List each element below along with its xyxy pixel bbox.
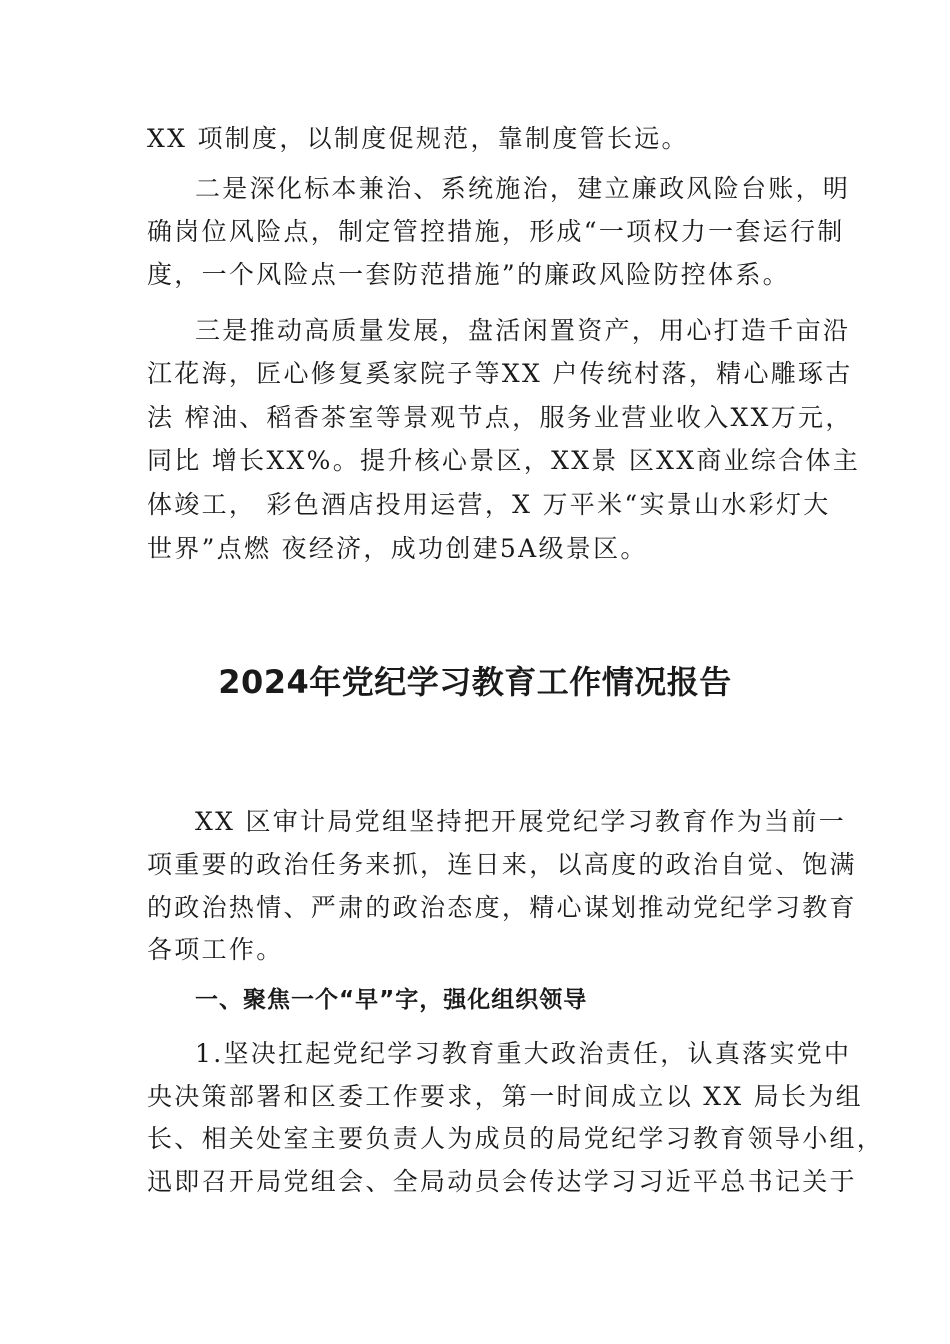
paragraph-line: 项重要的政治任务来抓，连日来，以高度的政治自觉、饱满 xyxy=(147,850,857,879)
paragraph-line: 长、相关处室主要负责人为成员的局党纪学习教育领导小组， xyxy=(147,1124,885,1153)
paragraph-line: 的政治热情、严肃的政治态度，精心谋划推动党纪学习教育 xyxy=(147,893,857,922)
paragraph-line: 法 榨油、稻香茶室等景观节点，服务业营业收入XX万元， xyxy=(147,403,853,432)
paragraph-line: XX 区审计局党组坚持把开展党纪学习教育作为当前一 xyxy=(195,807,847,836)
paragraph-line: 二是深化标本兼治、系统施治，建立廉政风险台账，明 xyxy=(195,174,851,203)
paragraph-line: 央决策部署和区委工作要求，第一时间成立以 XX 局长为组 xyxy=(147,1082,863,1111)
paragraph-line: 各项工作。 xyxy=(147,935,284,964)
section-heading: 一、聚焦一个“早”字，强化组织领导 xyxy=(195,987,588,1013)
report-title: 2024年党纪学习教育工作情况报告 xyxy=(218,663,732,701)
paragraph-line: 同比 增长XX%。提升核心景区，XX景 区XX商业综合体主 xyxy=(147,446,861,475)
paragraph-line: 1.坚决扛起党纪学习教育重大政治责任，认真落实党中 xyxy=(195,1039,852,1068)
paragraph-line: 度，一个风险点一套防范措施”的廉政风险防控体系。 xyxy=(147,260,790,289)
paragraph-line: XX 项制度，以制度促规范，靠制度管长远。 xyxy=(147,124,689,153)
paragraph-line: 迅即召开局党组会、全局动员会传达学习习近平总书记关于 xyxy=(147,1167,857,1196)
paragraph-line: 确岗位风险点，制定管控措施，形成“一项权力一套运行制 xyxy=(147,217,845,246)
paragraph-line: 三是推动高质量发展，盘活闲置资产，用心打造千亩沿 xyxy=(195,316,851,345)
paragraph-line: 世界”点燃 夜经济，成功创建5A级景区。 xyxy=(147,534,648,563)
paragraph-line: 江花海，匠心修复奚家院子等XX 户传统村落，精心雕琢古 xyxy=(147,359,853,388)
paragraph-line: 体竣工， 彩色酒店投用运营，X 万平米“实景山水彩灯大 xyxy=(147,490,831,519)
